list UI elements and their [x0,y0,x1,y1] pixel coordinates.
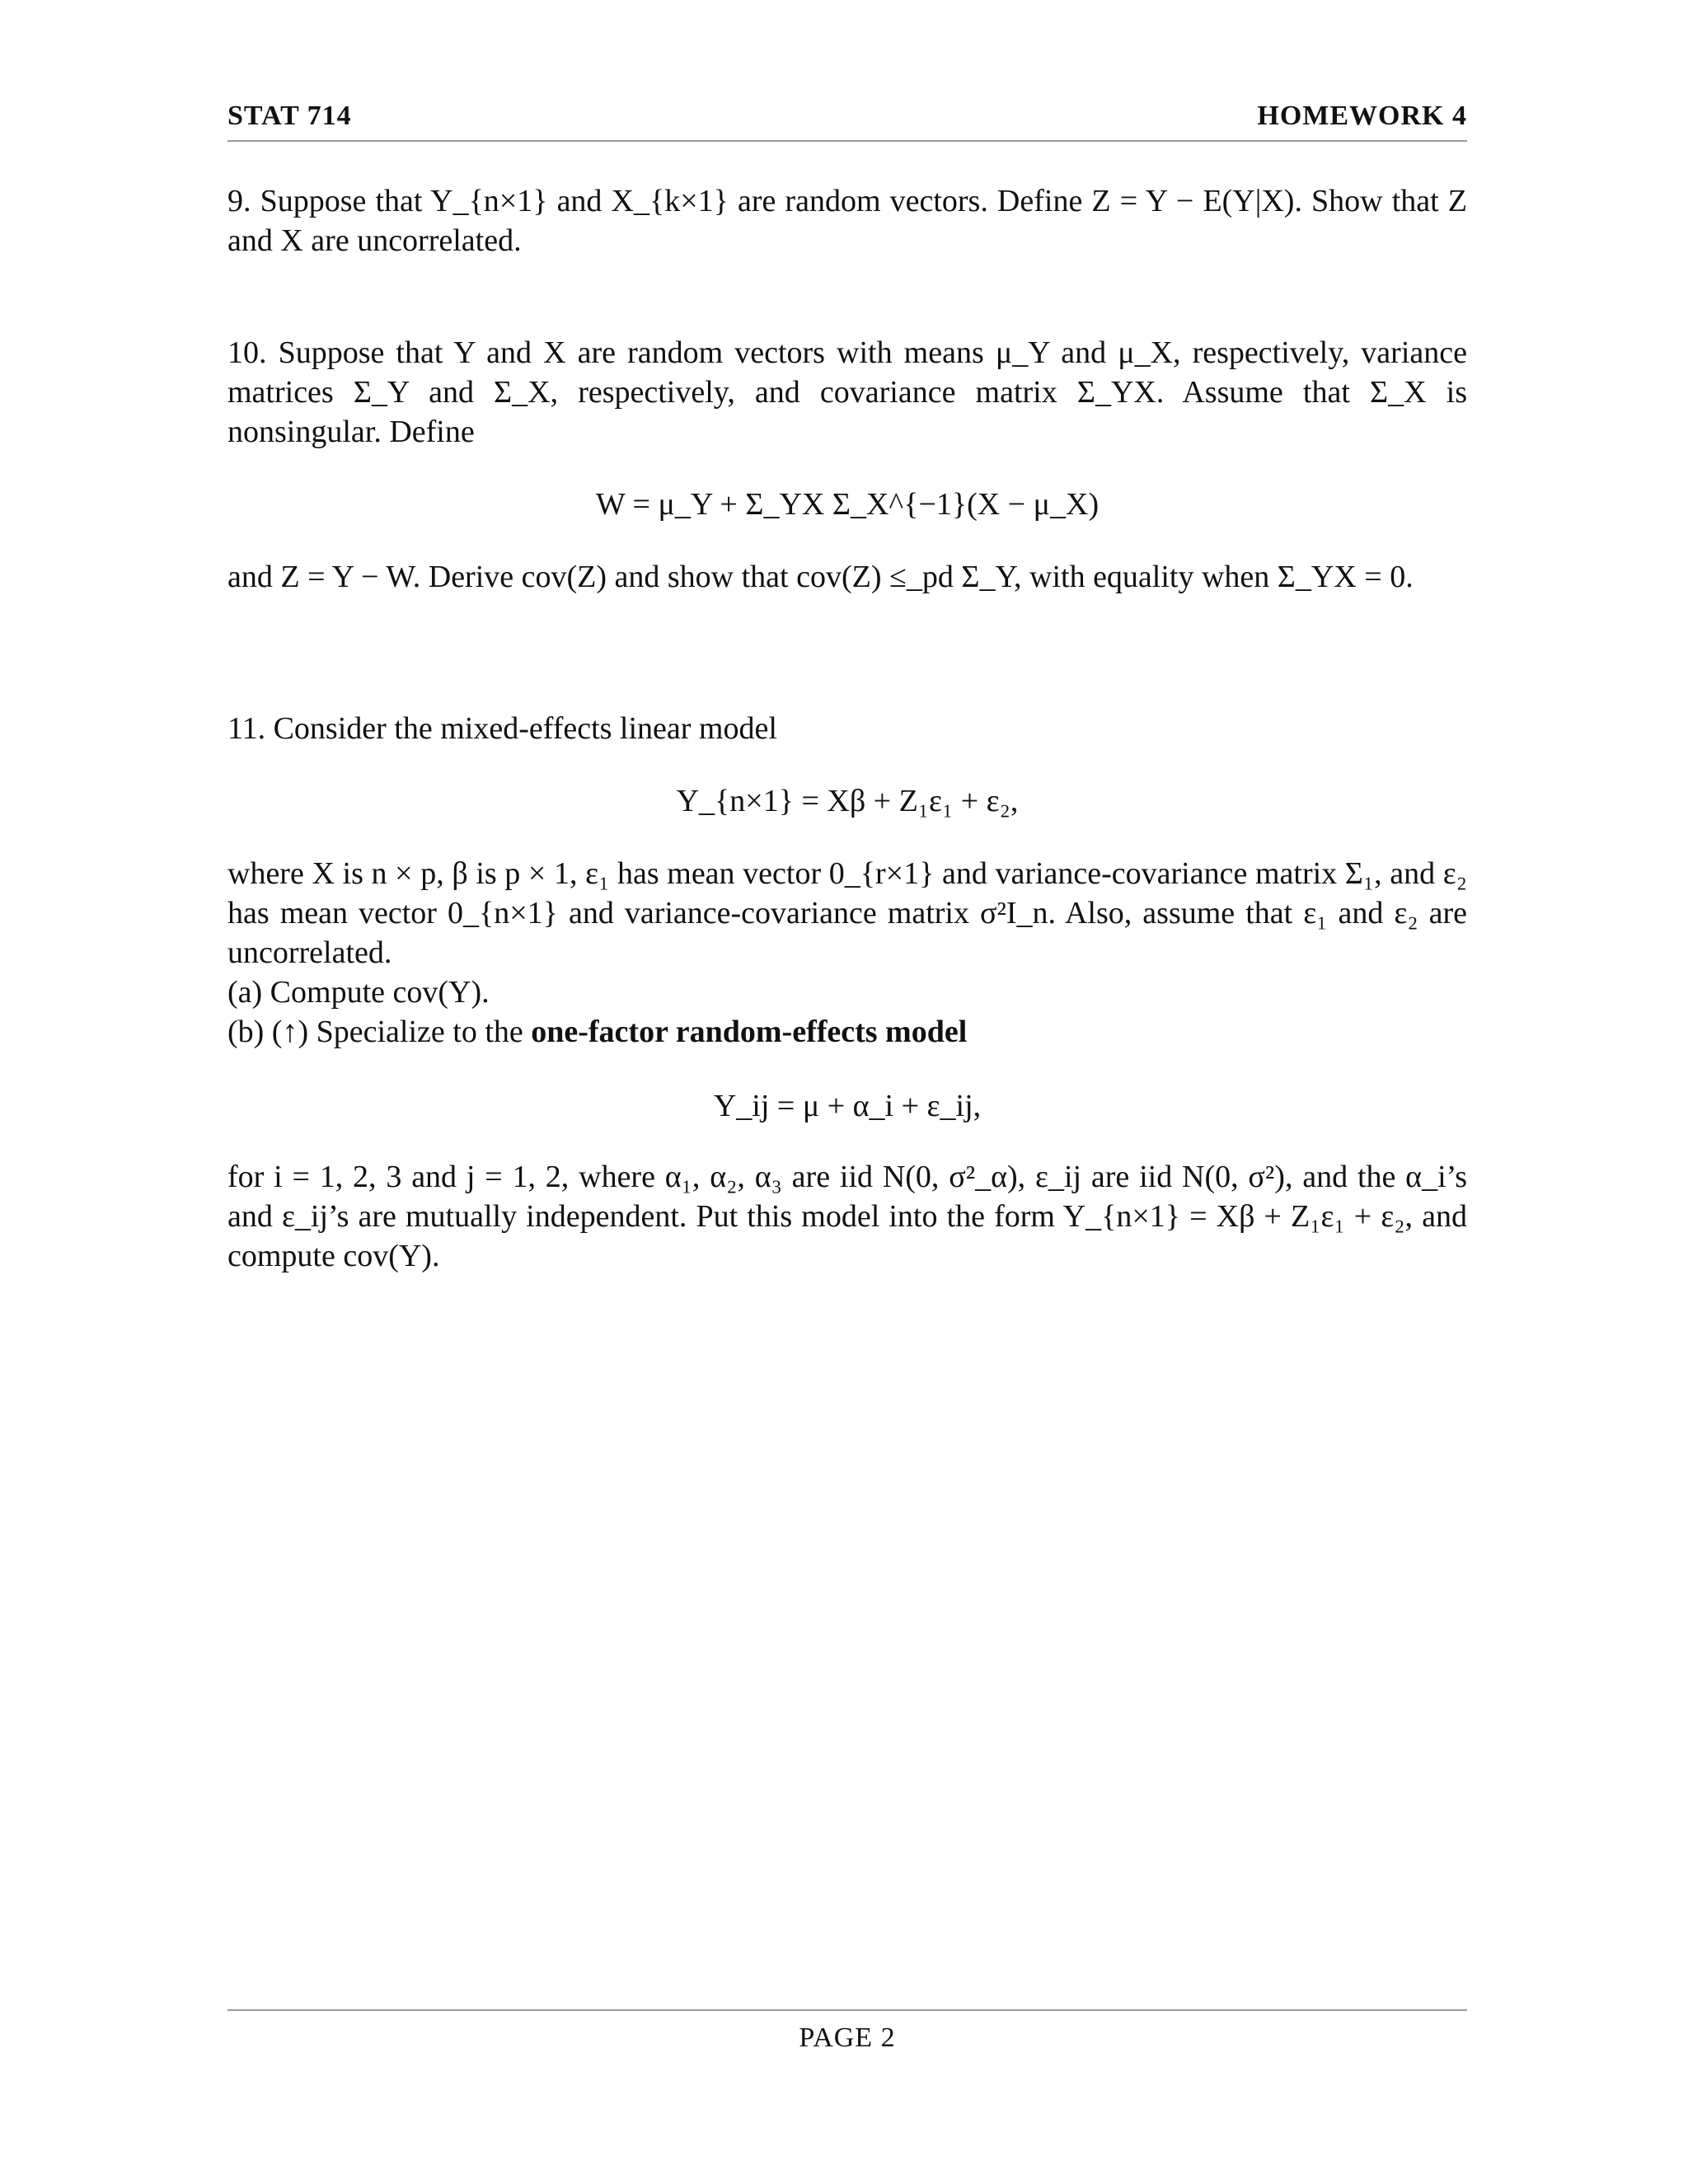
problem-10-equation: W = μ_Y + Σ_YX Σ_X^{−1}(X − μ_X) [595,487,1100,522]
part-b-prefix: (b) (↑) Specialize to the [227,1015,532,1049]
assignment-title: HOMEWORK 4 [1257,101,1467,131]
course-code: STAT 714 [227,101,352,131]
problem-11-final-text: for i = 1, 2, 3 and j = 1, 2, where α₁, α₂, α₃ are iid N(0, σ²_α), ε_ij are iid N(0, σ²), and the α_i’s and ε_ij’s are mutually independent. Put this model into the form Y_{n×1} = Xβ + Z₁ε₁ + ε₂, and compute cov(Y). [227,1160,1467,1273]
problem-10-intro [227,333,1467,452]
problem-11-equation: Y_{n×1} = Xβ + Z₁ε₁ + ε₂, [676,784,1019,818]
problem-10-intro-text: 10. Suppose that Y and X are random vectors with means μ_Y and μ_X, respectively, variance matrices Σ_Y and Σ_X, respectively, and covariance matrix Σ_YX. Assume that Σ_X is nonsingular. Define [227,335,1467,449]
part-b-bold-term: one-factor random-effects model [531,1015,968,1049]
problem-10-after-text: and Z = Y − W. Derive cov(Z) and show that cov(Z) ≤_pd Σ_Y, with equality when Σ_YX = 0. [227,560,1414,594]
page-number: PAGE 2 [799,2022,896,2053]
footer-rule [227,2009,1467,2011]
problem-10-after [227,557,1467,597]
problem-11-equation-2: Y_ij = μ + α_i + ε_ij, [713,1089,982,1123]
problem-11-intro-text: 11. Consider the mixed-effects linear model [227,711,777,746]
problem-11-intro [227,709,1467,748]
problem-11-part-a: (a) Compute cov(Y). [227,975,490,1010]
problem-11-final [227,1157,1467,1276]
page-header [227,101,1467,142]
problem-11-body [227,854,1467,1052]
problem-11-part-b [227,1012,1467,1052]
problem-9 [227,181,1467,260]
problem-9-text: 9. Suppose that Y_{n×1} and X_{k×1} are random vectors. Define Z = Y − E(Y|X). Show that Z and X are uncorrelated. [227,184,1467,258]
problem-11-after-text: where X is n × p, β is p × 1, ε₁ has mean vector 0_{r×1} and variance-covariance matrix Σ₁, and ε₂ has mean vector 0_{n×1} and variance-covariance matrix σ²I_n. Also, assume that ε₁ and ε₂ are uncorrelated. [227,856,1467,970]
